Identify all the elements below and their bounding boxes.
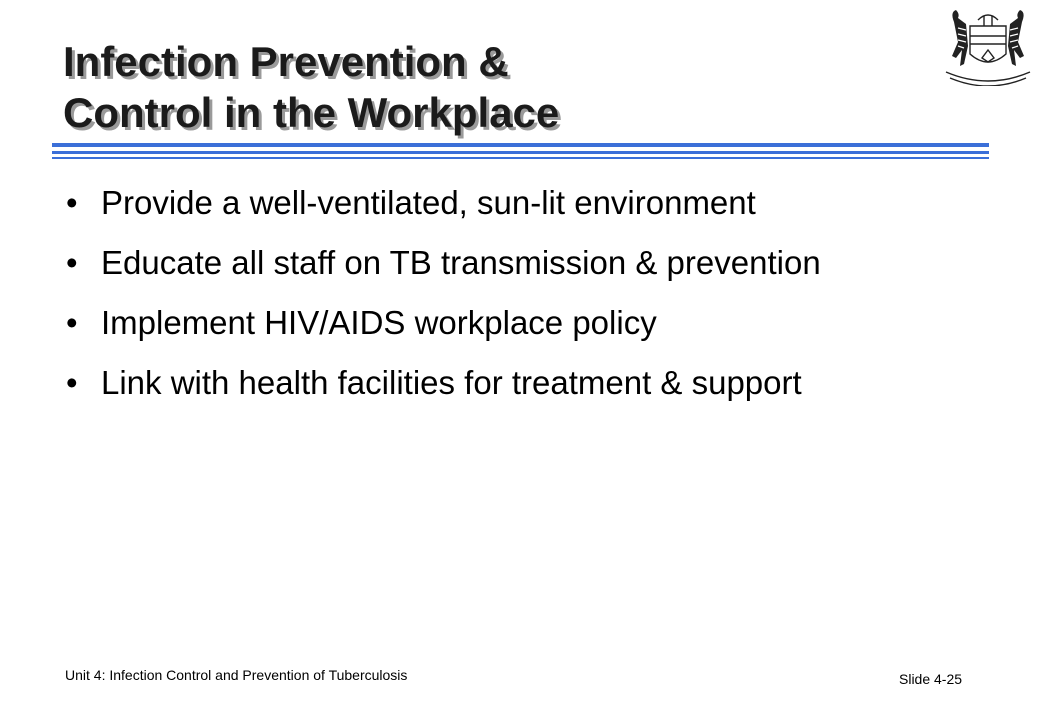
bullet-text: Implement HIV/AIDS workplace policy — [101, 304, 657, 341]
footer-slide-number: Slide 4-25 — [899, 671, 963, 687]
title-rule-thick — [52, 143, 989, 147]
slide-title-line-2: Control in the Workplace — [63, 89, 560, 136]
bullet-text: Provide a well-ventilated, sun-lit environment — [101, 184, 756, 221]
bullet-text: Educate all staff on TB transmission & prevention — [101, 244, 821, 281]
coat-of-arms-icon — [940, 6, 1036, 86]
bullet-list — [66, 183, 986, 423]
bullet-text: Link with health facilities for treatment & support — [101, 364, 802, 401]
bullet-dot: • — [66, 244, 78, 281]
list-item — [66, 303, 986, 343]
title-rule-medium — [52, 151, 989, 154]
bullet-dot: • — [66, 304, 78, 341]
slide-title — [63, 36, 559, 138]
slide-title-line-1: Infection Prevention & — [63, 38, 509, 85]
footer-unit-label: Unit 4: Infection Control and Prevention of Tuberculosis — [65, 667, 408, 683]
list-item — [66, 183, 986, 223]
bullet-dot: • — [66, 364, 78, 401]
list-item — [66, 363, 986, 403]
list-item — [66, 243, 986, 283]
title-underline — [52, 143, 989, 161]
title-rule-thin — [52, 157, 989, 159]
bullet-dot: • — [66, 184, 78, 221]
